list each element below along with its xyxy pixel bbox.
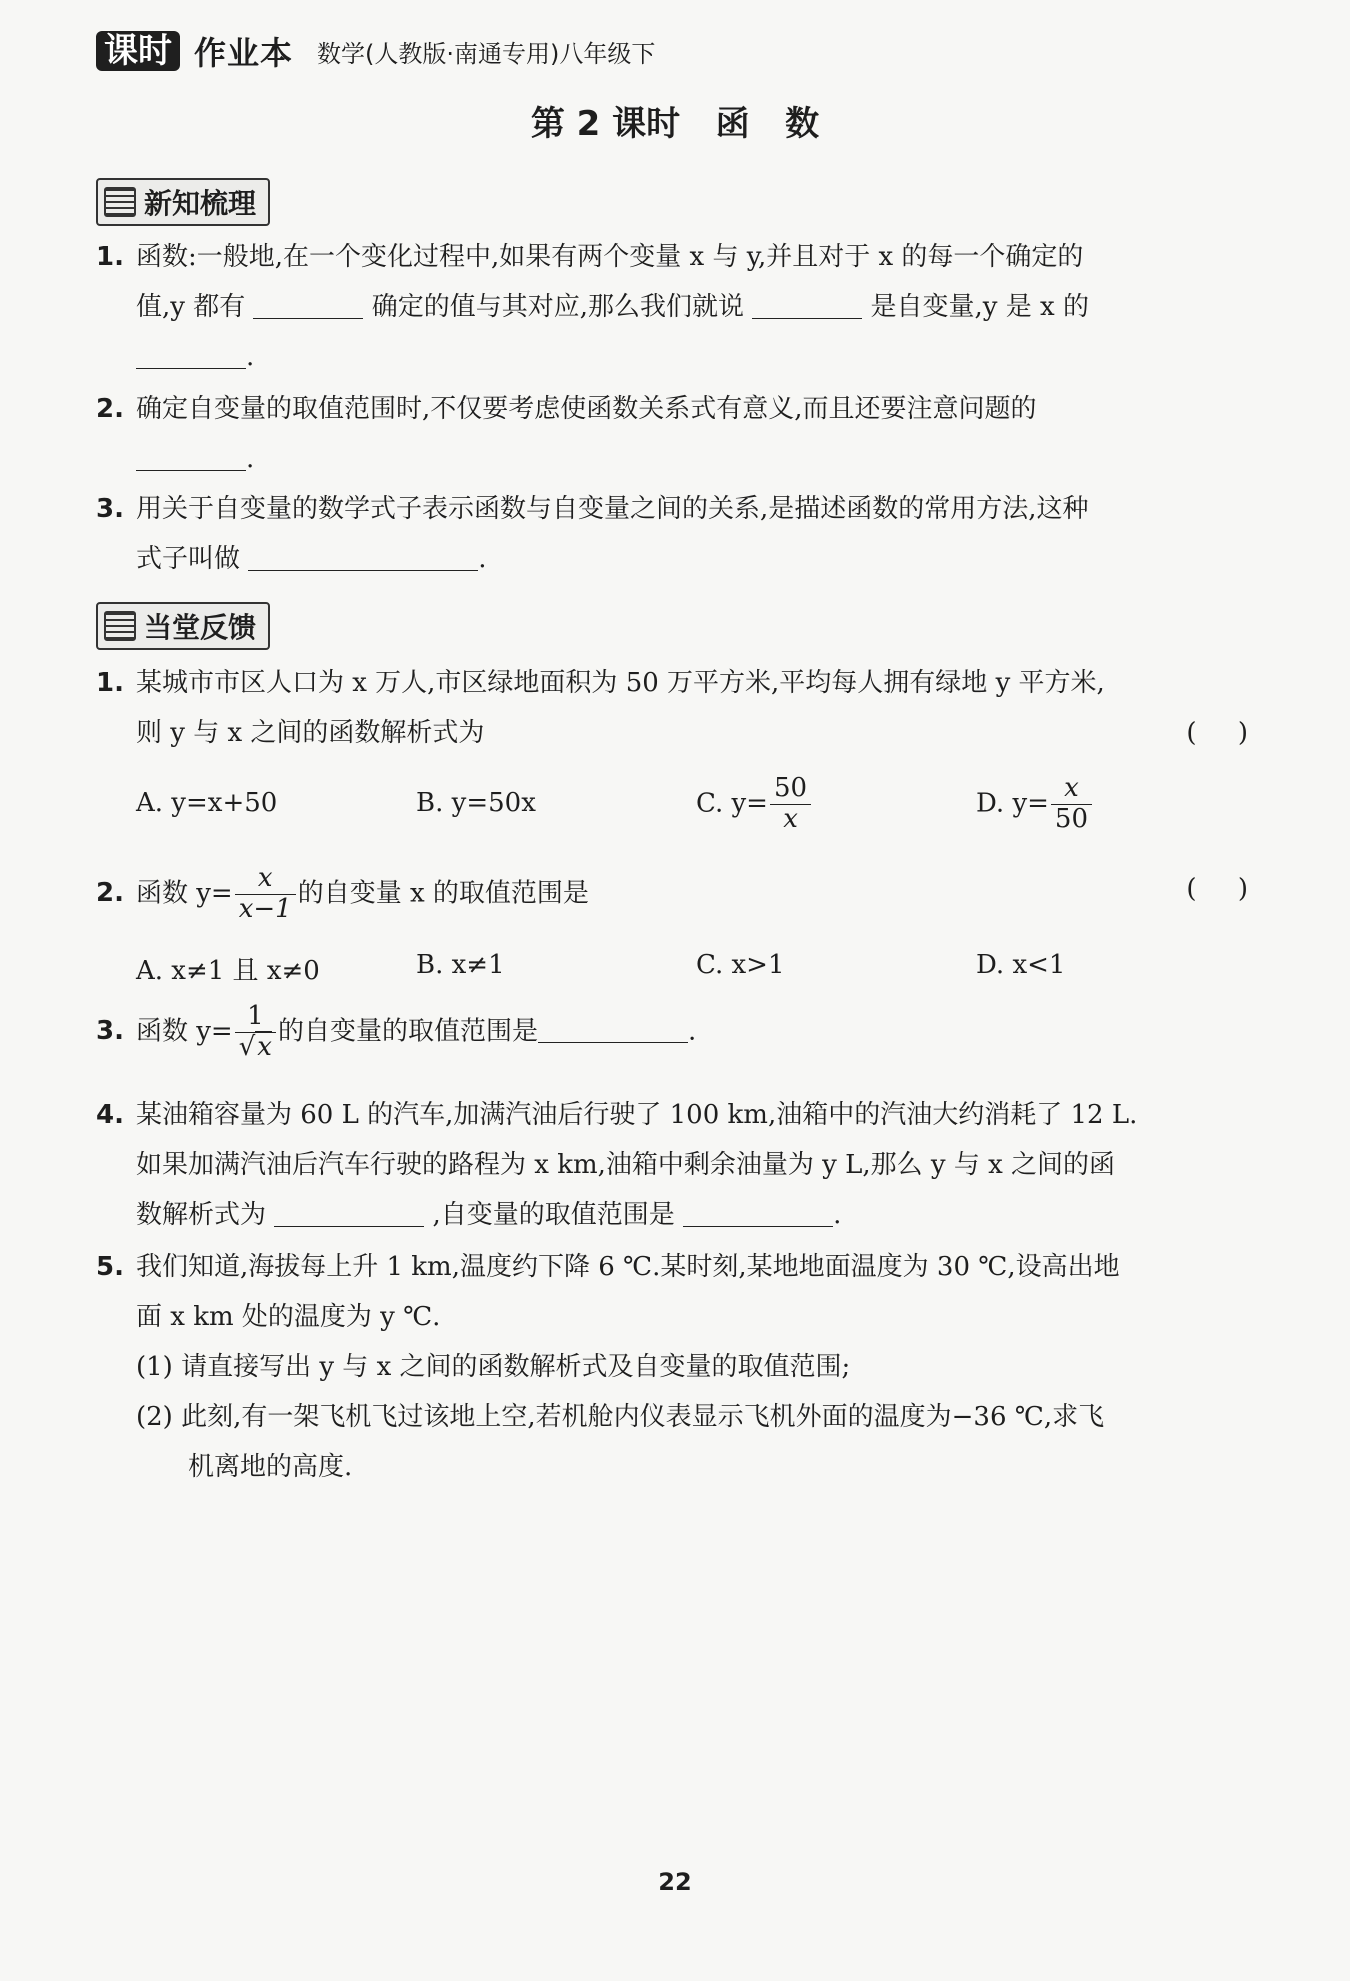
option-c: C. y= $\frac{50}{x}$ bbox=[696, 774, 813, 835]
answer-blank bbox=[248, 540, 478, 571]
s2-question-4: 4. 某油箱容量为 60 L 的汽车,加满汽油后行驶了 100 km,油箱中的汽油大约消耗了 12 L. 如果加满汽油后汽车行驶的路程为 x km,油箱中剩余油量为 y L,那么 y 与 x 之间的函 数解析式为 ,自变量的取值范围是 . bbox=[96, 1100, 1138, 1230]
answer-blank bbox=[136, 338, 246, 369]
option-d: D. y= $\frac{x}{50}$ bbox=[976, 774, 1094, 835]
s1-question-3: 3. 用关于自变量的数学式子表示函数与自变量之间的关系,是描述函数的常用方法,这种 式子叫做 . bbox=[96, 494, 1089, 574]
answer-blank bbox=[538, 1012, 688, 1043]
lesson-title: 第 2 课时 函 数 bbox=[530, 104, 820, 144]
s1-question-1: 1. 函数:一般地,在一个变化过程中,如果有两个变量 x 与 y,并且对于 x 的每一个确定的 值,y 都有 确定的值与其对应,那么我们就说 是自变量,y 是 x 的 . bbox=[96, 242, 1089, 372]
option-d: D. x<1 bbox=[976, 950, 1066, 980]
answer-blank bbox=[274, 1196, 424, 1227]
sub-question-1: (1) 请直接写出 y 与 x 之间的函数解析式及自变量的取值范围; bbox=[136, 1352, 851, 1382]
section-title: 当堂反馈 bbox=[144, 611, 257, 644]
option-a: A. y=x+50 bbox=[136, 788, 278, 818]
book-icon bbox=[104, 187, 136, 217]
s2-question-1: 1. 某城市市区人口为 x 万人,市区绿地面积为 50 万平方米,平均每人拥有绿地 y 平方米, 则 y 与 x 之间的函数解析式为 ( ) bbox=[96, 668, 1248, 748]
answer-blank bbox=[253, 288, 363, 319]
option-b: B. y=50x bbox=[416, 788, 536, 818]
sub-question-2: (2) 此刻,有一架飞机飞过该地上空,若机舱内仪表显示飞机外面的温度为−36 ℃,求飞 bbox=[136, 1402, 1105, 1432]
option-a: A. x≠1 且 x≠0 bbox=[136, 956, 320, 986]
answer-blank bbox=[136, 440, 246, 471]
s2-question-3: 3. 函数 y= $\frac{1}{√x}$ 的自变量的取值范围是 . bbox=[96, 1001, 697, 1062]
section-feedback bbox=[96, 602, 270, 650]
page-number: 22 bbox=[658, 1868, 692, 1896]
s2-question-5: 5. 我们知道,海拔每上升 1 km,温度约下降 6 ℃.某时刻,某地地面温度为 30 ℃,设高出地 面 x km 处的温度为 y ℃. (1) 请直接写出 y 与 x 之间的函数解析式及自变量的取值范围; (2) 此刻,有一架飞机飞过该地上空,若机舱内仪表显示飞机外面的温度为−36 ℃,求飞 机离地的高度. bbox=[96, 1252, 1120, 1482]
brand-subtitle: 作业本 bbox=[194, 34, 294, 72]
option-c: C. x>1 bbox=[696, 950, 785, 980]
s1-question-2: 2. 确定自变量的取值范围时,不仅要考虑使函数关系式有意义,而且还要注意问题的 . bbox=[96, 394, 1037, 474]
s2-q2-options bbox=[136, 950, 1246, 990]
s2-q1-options bbox=[136, 774, 1246, 844]
brand-logo: 课时 bbox=[96, 31, 180, 71]
subject-info: 数学(人教版·南通专用)八年级下 bbox=[317, 39, 656, 68]
answer-blank bbox=[752, 288, 862, 319]
answer-blank bbox=[683, 1196, 833, 1227]
page-header bbox=[96, 28, 655, 74]
option-b: B. x≠1 bbox=[416, 950, 505, 980]
section-title: 新知梳理 bbox=[144, 187, 257, 220]
s2-question-2: 2. 函数 y= $\frac{x}{x-1}$ 的自变量 x 的取值范围是 ( ) bbox=[96, 863, 1248, 924]
section-new-knowledge bbox=[96, 178, 270, 226]
pencil-icon bbox=[104, 611, 136, 641]
